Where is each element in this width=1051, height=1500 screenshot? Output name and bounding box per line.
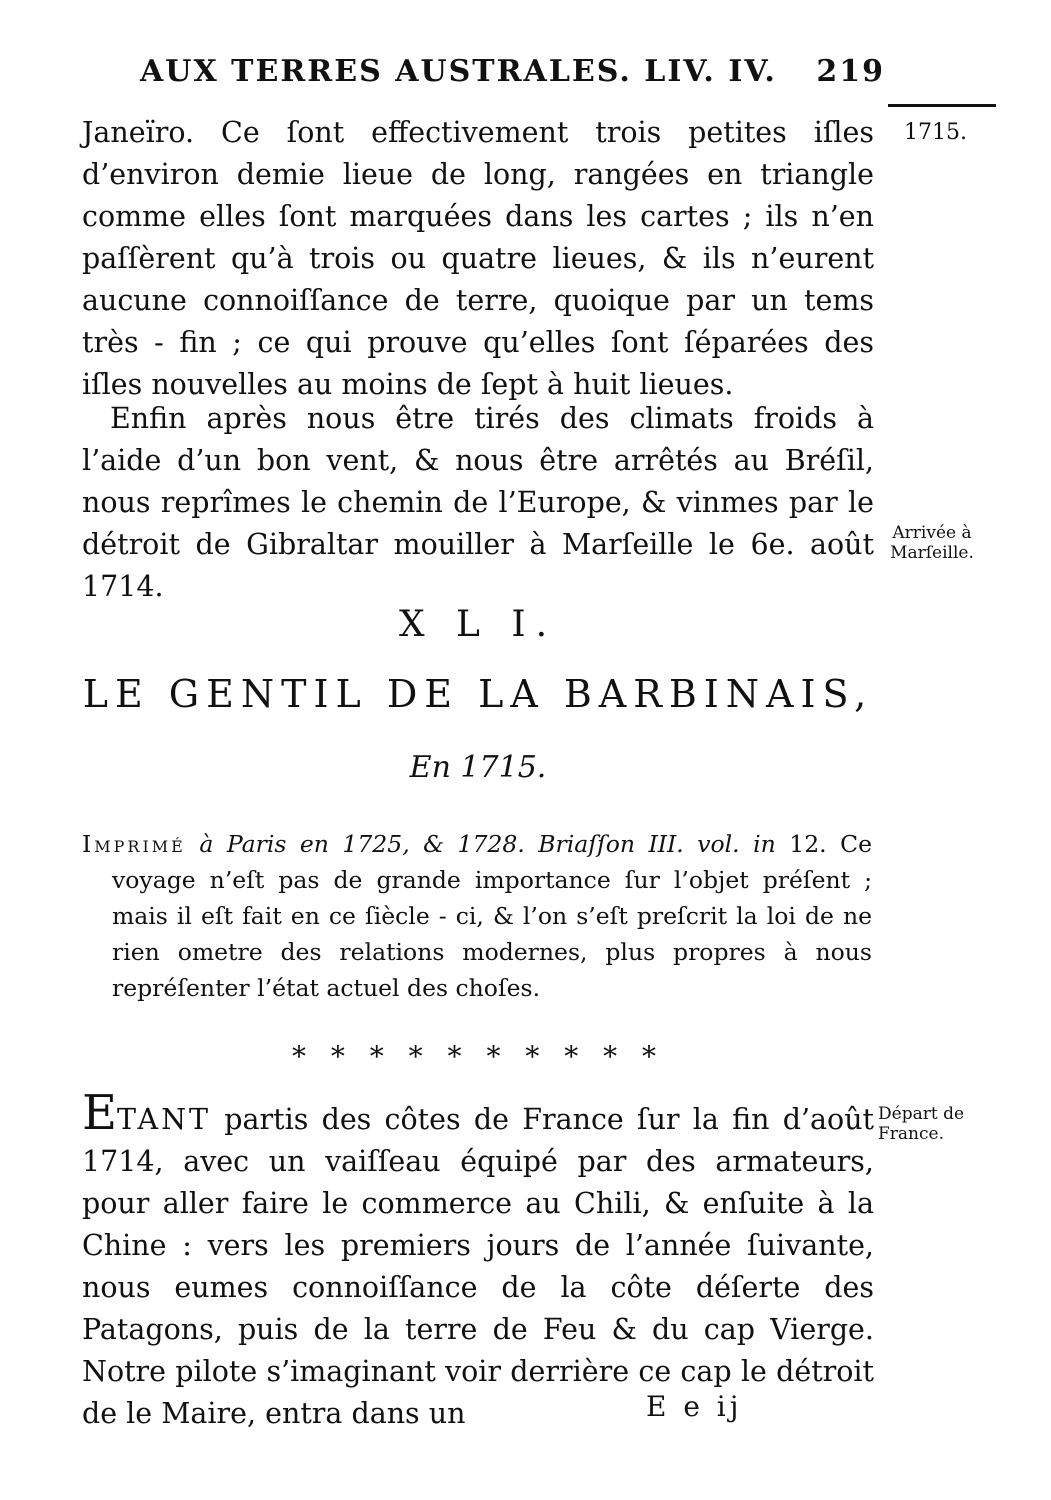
margin-rule: [888, 104, 996, 107]
running-head-title: AUX TERRES AUSTRALES. LIV. IV.: [140, 54, 777, 89]
paragraph-3-text: partis des côtes de France ſur la fin d’août 1714, avec un vaiſſeau équipé par des armateurs, pour aller faire le commerce au Chili, & enſuite à la Chine : vers les premiers jours de l’année ſuivante, nous eumes connoiſſance de la côte déſerte des Patagons, puis de la terre de Feu & du cap Vierge. Notre pilote s’imaginant voir derrière ce cap le détroit de le Maire, entra dans un: [82, 1103, 874, 1430]
section-author: LE GENTIL DE LA BARBINAIS,: [82, 672, 874, 716]
paragraph-2: Enfin après nous être tirés des climats froids à l’aide d’un bon vent, & nous être arrêtés au Bréſil, nous reprîmes le chemin de l’Europe, & vinmes par le détroit de Gibraltar mouiller à Marſeille le 6e. août 1714.: [82, 402, 874, 603]
paragraph-1: Janeïro. Ce ſont effectivement trois petites iſles d’environ demie lieue de long, rangées en triangle comme elles ſont marquées dans les cartes ; ils n’en paſſèrent qu’à trois ou quatre lieues, & ils n’eurent aucune connoiſſance de terre, quoique par un tems très - fin ; ce qui prouve qu’elles ſont ſéparées des iſles nouvelles au moins de ſept à huit lieues.: [82, 116, 874, 401]
running-head: [140, 54, 885, 89]
section-dateline: En 1715.: [409, 750, 547, 785]
imprint-note: [82, 826, 872, 1006]
section-number: X L I.: [398, 604, 558, 645]
drop-cap: E: [82, 1085, 118, 1141]
signature-mark: E e ij: [646, 1390, 743, 1423]
margin-year: 1715.: [904, 120, 967, 145]
imprint-body: 12. Ce voyage n’eſt pas de grande importance ſur l’objet préſent ; mais il eſt fait en ce ſiècle - ci, & l’on s’eſt preſcrit la loi de ne rien ometre des relations modernes, plus propres à nous repréſenter l’état actuel des choſes.: [112, 830, 872, 1002]
margin-note-arrivee: Arrivée à Marſeille.: [890, 523, 974, 563]
margin-note-depart: Départ de France.: [878, 1104, 965, 1144]
opening-smallcaps: TANT: [117, 1103, 212, 1136]
imprint-details: à Paris en 1725, & 1728. Briaſſon III. vol. in: [199, 830, 776, 858]
paragraph-3: [82, 1085, 874, 1435]
ornament-separator: * * * * * * * * * *: [291, 1040, 665, 1073]
imprint-lead: Imprimé: [82, 830, 186, 858]
page-number: 219: [816, 54, 885, 89]
